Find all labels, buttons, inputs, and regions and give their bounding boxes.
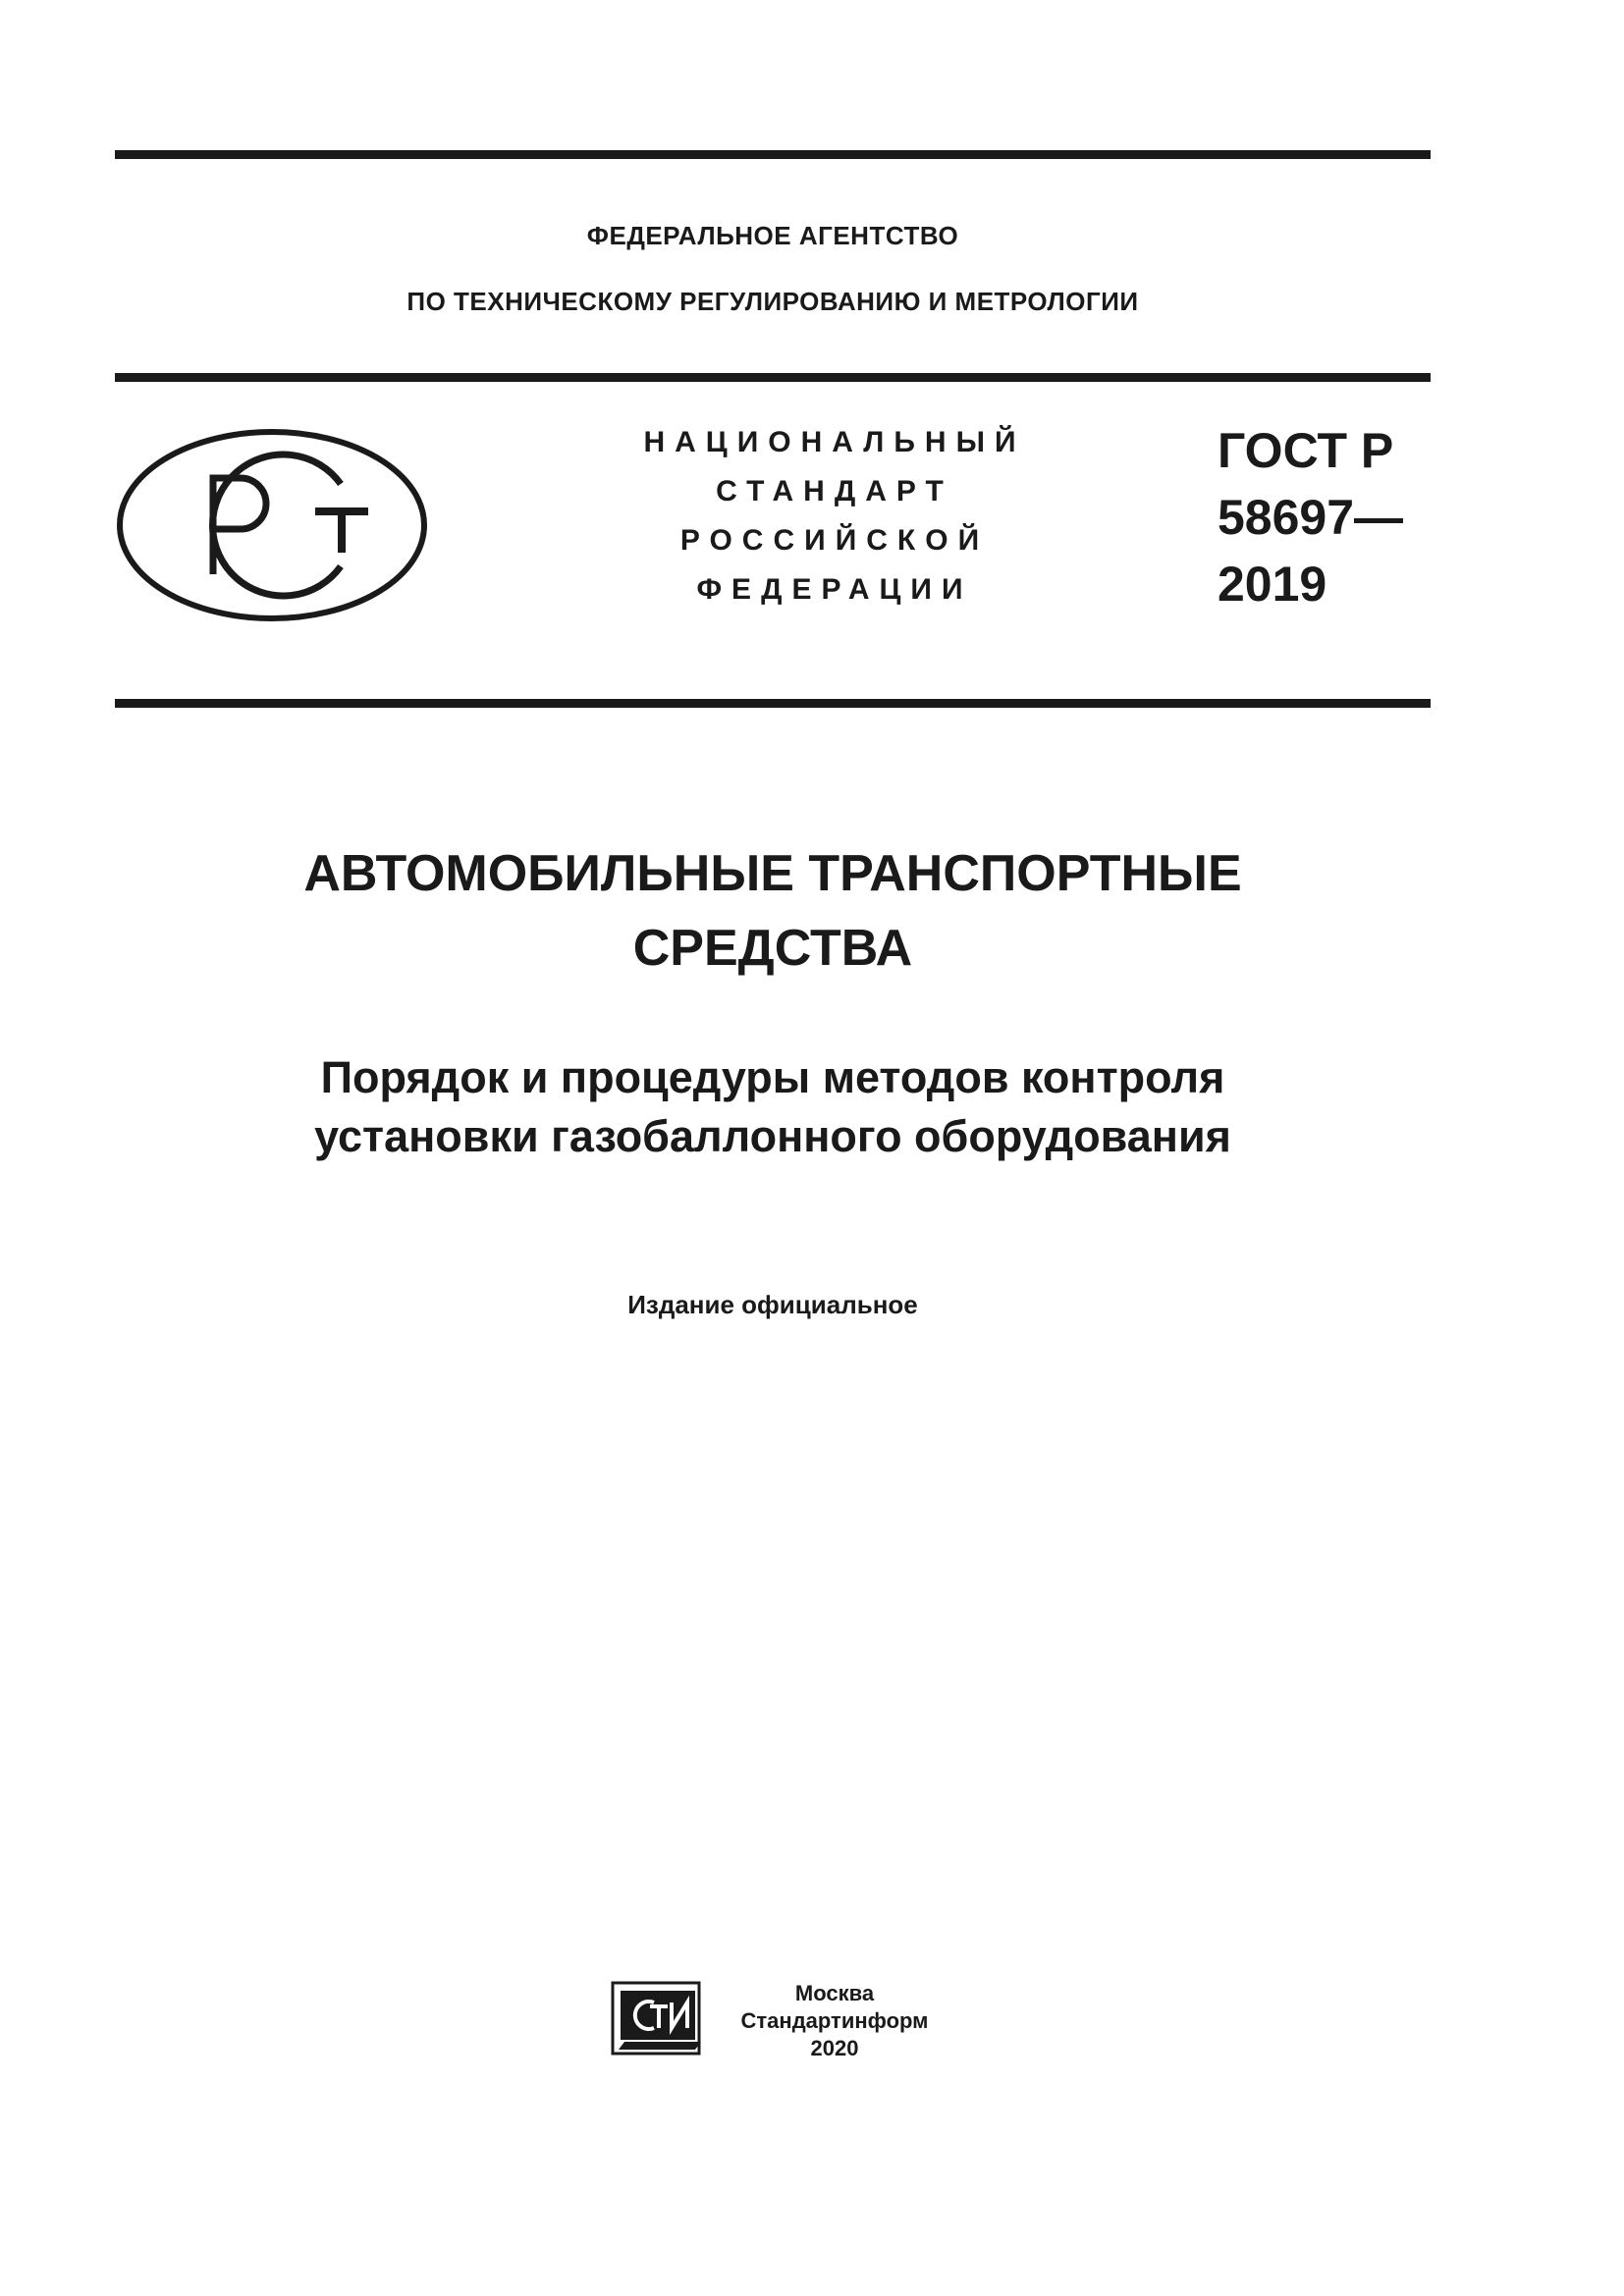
standard-type-line-2: СТАНДАРТ	[716, 475, 953, 507]
header-divider	[115, 373, 1431, 382]
designation-line-2: 58697—	[1218, 490, 1404, 545]
agency-name-line-1: ФЕДЕРАЛЬНОЕ АГЕНТСТВО	[586, 221, 959, 250]
designation-line-3: 2019	[1218, 557, 1327, 612]
publisher-city: Москва	[794, 1981, 875, 2005]
publisher-year: 2020	[810, 2036, 859, 2060]
edition-label: Издание официальное	[627, 1290, 918, 1319]
standard-type-line-3: РОССИЙСКОЙ	[679, 524, 990, 557]
standartinform-logo-icon	[611, 1981, 705, 2056]
designation-line-1: ГОСТ Р	[1218, 423, 1394, 478]
title-divider	[115, 699, 1431, 708]
publisher-name: Стандартинформ	[740, 2008, 929, 2033]
top-divider	[115, 150, 1431, 159]
document-subtitle-line-2: установки газобаллонного оборудования	[314, 1111, 1231, 1161]
document-title-line-2: СРЕДСТВА	[632, 920, 913, 977]
document-title-line-1: АВТОМОБИЛЬНЫЕ ТРАНСПОРТНЫЕ	[303, 845, 1242, 902]
document-subtitle-line-1: Порядок и процедуры методов контроля	[320, 1052, 1225, 1102]
rst-emblem-icon	[115, 427, 429, 623]
standard-type-line-1: НАЦИОНАЛЬНЫЙ	[643, 426, 1026, 458]
agency-name-line-2: ПО ТЕХНИЧЕСКОМУ РЕГУЛИРОВАНИЮ И МЕТРОЛОГИИ	[406, 287, 1139, 316]
standard-type-line-4: ФЕДЕРАЦИИ	[696, 573, 973, 606]
